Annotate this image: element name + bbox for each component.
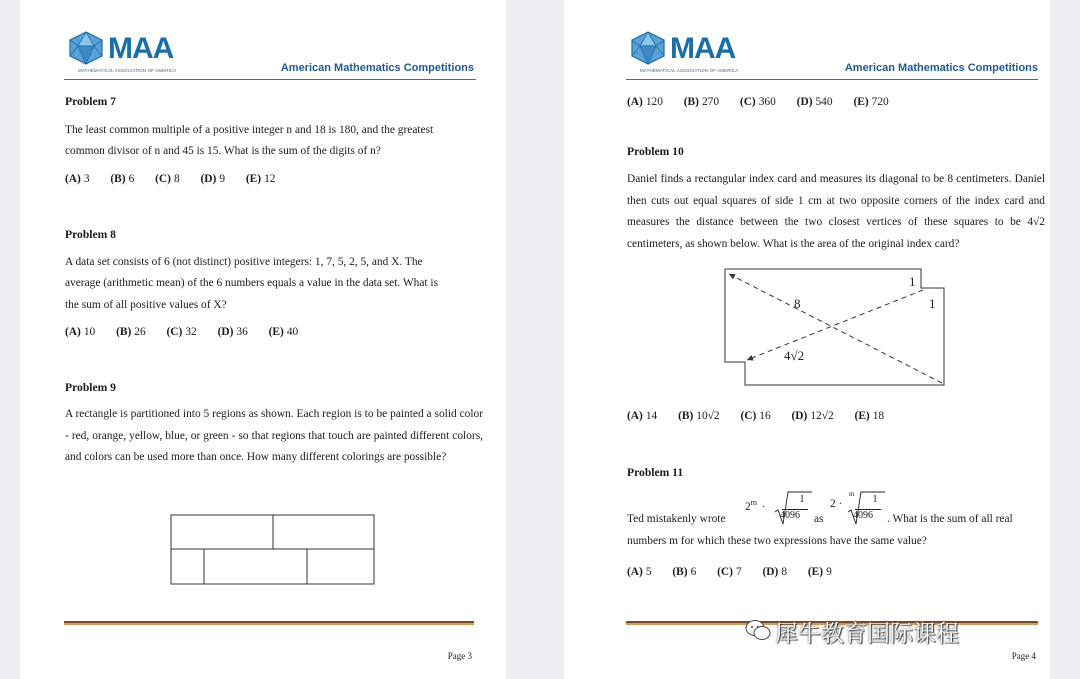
fraction-2-numerator: 1 (872, 494, 878, 505)
problem-8-line-1: A data set consists of 6 (not distinct) positive integers: 1, 7, 5, 2, 5, and X. The (65, 256, 423, 268)
choice-b: (B) 6 (672, 566, 697, 578)
watermark-text: 犀牛教育国际课程 (775, 621, 959, 647)
problem-11-choices (627, 566, 850, 578)
problem-10-index-card-figure (724, 268, 950, 390)
problem-8-line-2: average (arithmetic mean) of the 6 numbers equals a value in the data set. What is (65, 277, 439, 289)
page-4 (564, 0, 1050, 679)
choice-b: (B) 10√2 (678, 410, 720, 422)
watermark (775, 615, 959, 648)
choice-a: (A) 3 (65, 173, 90, 185)
header-rule (64, 79, 476, 80)
problem-9-text: A rectangle is partitioned into 5 regions as shown. Each region is to be painted a solid color - red, orange, yellow, blue, or green - so that regions that touch are painted different colors, and colors can be used more than once. How many different colorings are possible? (65, 408, 483, 464)
logo-subtitle: MATHEMATICAL ASSOCIATION OF AMERICA (640, 68, 739, 73)
fraction-1-numerator: 1 (799, 494, 805, 505)
problem-11-post: . What is the sum of all real (887, 513, 1013, 525)
choice-a: (A) 5 (627, 566, 652, 578)
choice-d: (D) 9 (200, 173, 226, 185)
problem-7-choices (65, 173, 293, 185)
choice-e: (E) 12 (245, 173, 276, 185)
choice-d: (D) 36 (217, 326, 248, 338)
choice-a: (A) 10 (65, 326, 96, 338)
problem-11-line-2: numbers m for which these two expressions have the same value? (627, 535, 927, 547)
logo-text: MAA (108, 32, 174, 65)
problem-7-line-1: The least common multiple of a positive integer n and 18 is 180, and the greatest (65, 124, 434, 136)
problem-10-choices (627, 410, 902, 422)
maa-logo (66, 30, 176, 76)
page-3 (20, 0, 506, 679)
page-number: Page 3 (447, 651, 472, 661)
choice-d: (D) 12√2 (791, 410, 834, 422)
problem-11-pre: Ted mistakenly wrote (627, 513, 726, 525)
logo-subtitle: MATHEMATICAL ASSOCIATION OF AMERICA (78, 68, 177, 73)
choice-c: (C) 16 (740, 410, 771, 422)
figure-label-square-1a: 1 (909, 274, 916, 289)
figure-label-inner-distance: 4√2 (784, 348, 805, 363)
fraction-2-denominator: 4096 (853, 510, 873, 521)
choice-d: (D) 540 (796, 96, 833, 108)
problem-9-rectangle-figure (170, 514, 376, 586)
choice-e: (E) 9 (807, 566, 832, 578)
wechat-icon (745, 619, 771, 641)
choice-c: (C) 360 (739, 96, 776, 108)
maa-icosahedron-icon (628, 30, 668, 66)
problem-7-line-2: common divisor of n and 45 is 15. What is the sum of the digits of n? (65, 145, 381, 157)
problem-9-choices (627, 96, 907, 108)
root-index: m (849, 490, 855, 498)
choice-c: (C) 7 (717, 566, 742, 578)
figure-label-square-1b: 1 (929, 296, 936, 311)
choice-a: (A) 14 (627, 410, 658, 422)
choice-b: (B) 26 (116, 326, 146, 338)
page-number: Page 4 (1011, 651, 1036, 661)
competition-title: American Mathematics Competitions (280, 62, 474, 74)
choice-b: (B) 6 (110, 173, 135, 185)
problem-11-title: Problem 11 (627, 466, 684, 479)
problem-10-text: Daniel finds a rectangular index card and measures its diagonal to be 8 centimeters. Daniel then cuts out equal squares of side 1 cm at two opposite corners of the index card and measures the distance between the two closest vertices of these squares to be 4√2 centimeters, as shown below. What is the area of the original index card? (627, 173, 1045, 251)
header-rule (626, 79, 1038, 80)
figure-label-diagonal: 8 (794, 296, 801, 311)
problem-10-title: Problem 10 (627, 145, 684, 158)
fraction-1-denominator: 4096 (780, 510, 800, 521)
choice-e: (E) 40 (268, 326, 299, 338)
maa-logo (628, 30, 738, 76)
problem-8-line-3: the sum of all positive values of X? (65, 299, 227, 311)
choice-e: (E) 720 (853, 96, 889, 108)
choice-e: (E) 18 (854, 410, 885, 422)
word-as: as (814, 513, 824, 525)
choice-a: (A) 120 (627, 96, 663, 108)
choice-c: (C) 8 (155, 173, 180, 185)
footer-rule (64, 621, 474, 625)
maa-icosahedron-icon (66, 30, 106, 66)
choice-d: (D) 8 (762, 566, 788, 578)
choice-c: (C) 32 (166, 326, 197, 338)
problem-9-title: Problem 9 (65, 381, 116, 394)
expression-2-base: 2 · (830, 498, 843, 510)
choice-b: (B) 270 (683, 96, 720, 108)
problem-8-title: Problem 8 (65, 228, 116, 241)
problem-8-choices (65, 326, 316, 338)
competition-title: American Mathematics Competitions (844, 62, 1038, 74)
problem-7-title: Problem 7 (65, 95, 116, 108)
expression-1-base: 2$^m$ · (745, 498, 766, 513)
logo-text: MAA (670, 32, 736, 65)
